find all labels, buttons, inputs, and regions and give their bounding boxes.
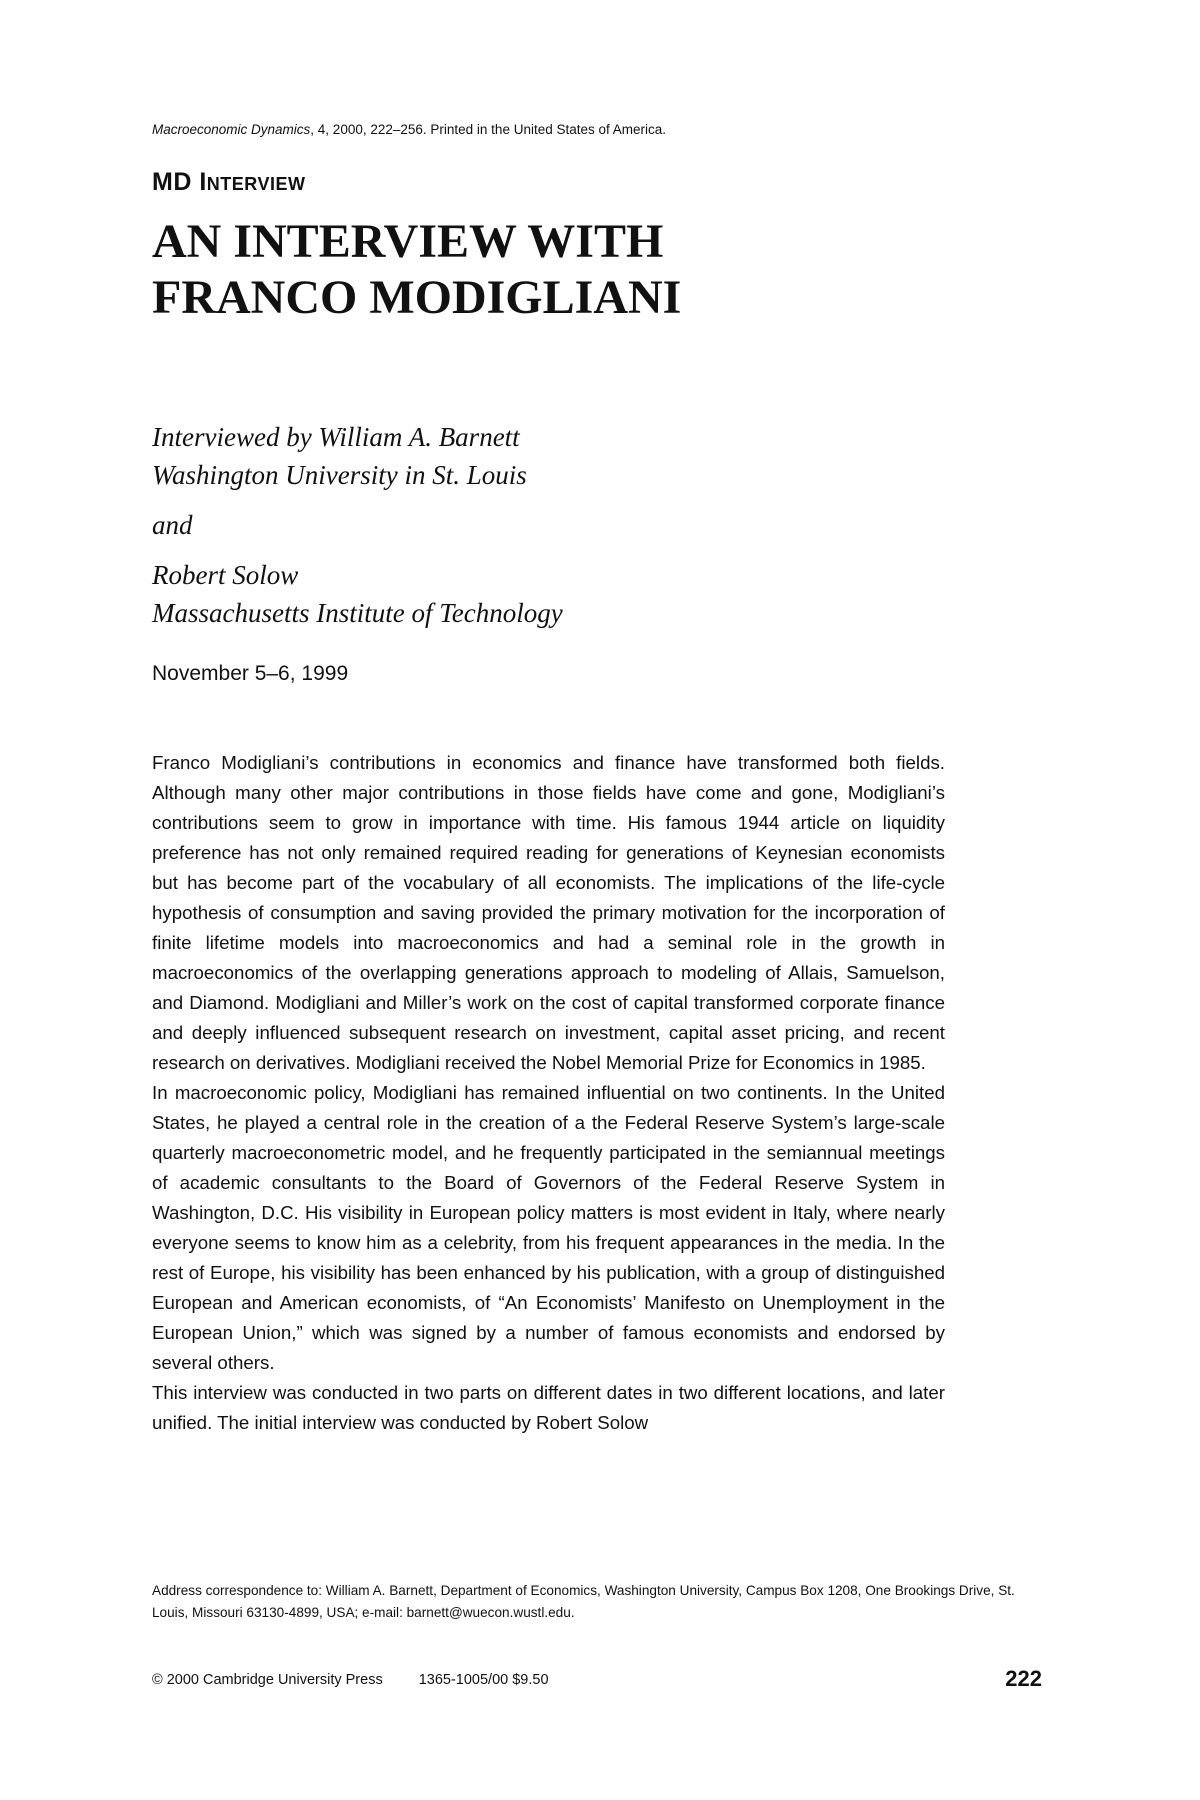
interview-date: November 5–6, 1999 bbox=[152, 662, 349, 685]
article-title bbox=[152, 214, 681, 326]
correspondence-footnote: Address correspondence to: William A. Barnett, Department of Economics, Washington University, Campus Box 1208, One Brookings Drive, St. Louis, Missouri 63130-4899, USA; e-mail: barnett@wuecon.wustl.edu. bbox=[152, 1583, 1015, 1620]
interviewer-2: Robert Solow bbox=[152, 560, 299, 590]
running-header bbox=[152, 122, 666, 137]
section-label-part2: NTERVIEW bbox=[206, 174, 306, 194]
body-text bbox=[152, 748, 945, 1438]
copyright-notice: © 2000 Cambridge University Press bbox=[152, 1672, 383, 1688]
section-label-part1: MD I bbox=[152, 168, 207, 196]
paragraph-1: Franco Modigliani’s contributions in economics and finance have transformed both fields. Although many other major contributions in those fields have come and gone, Modigliani’s contributions seem to grow in importance with time. His famous 1944 article on liquidity preference has not only remained required reading for generations of Keynesian economists but has become part of the vocabulary of all economists. The implications of the life-cycle hypothesis of consumption and saving provided the primary motivation for the incorporation of finite lifetime models into macroeconomics and had a seminal role in the growth in macroeconomics of the overlapping generations approach to modeling of Allais, Samuelson, and Diamond. Modigliani and Miller’s work on the cost of capital transformed corporate finance and deeply influenced subsequent research on investment, capital asset pricing, and recent research on derivatives. Modigliani received the Nobel Memorial Prize for Economics in 1985. bbox=[152, 752, 945, 1073]
citation-info: , 4, 2000, 222–256. Printed in the United States of America. bbox=[310, 122, 667, 137]
byline-conjunction: and bbox=[152, 510, 193, 540]
affiliation-1: Washington University in St. Louis bbox=[152, 460, 527, 490]
section-label bbox=[152, 168, 305, 197]
page-number: 222 bbox=[1005, 1666, 1042, 1691]
page-footer bbox=[152, 1672, 549, 1688]
interviewer-1: Interviewed by William A. Barnett bbox=[152, 422, 520, 452]
paragraph-3: This interview was conducted in two parts on different dates in two different locations, and later unified. The initial interview was conducted by Robert Solow bbox=[152, 1382, 945, 1433]
issn-price: 1365-1005/00 $9.50 bbox=[418, 1672, 549, 1688]
paragraph-2: In macroeconomic policy, Modigliani has remained influential on two continents. In the United States, he played a central role in the creation of a the Federal Reserve System’s large-scale quarterly macroeconometric model, and he frequently participated in the semiannual meetings of academic consultants to the Board of Governors of the Federal Reserve System in Washington, D.C. His visibility in European policy matters is most evident in Italy, where nearly everyone seems to know him as a celebrity, from his frequent appearances in the media. In the rest of Europe, his visibility has been enhanced by his publication, with a group of distinguished European and American economists, of “An Economists’ Manifesto on Unemployment in the European Union,” which was signed by a number of famous economists and endorsed by several others. bbox=[152, 1082, 945, 1373]
affiliation-2: Massachusetts Institute of Technology bbox=[152, 598, 563, 628]
title-line-2: FRANCO MODIGLIANI bbox=[152, 271, 682, 324]
title-line-1: AN INTERVIEW WITH bbox=[152, 215, 664, 268]
journal-name: Macroeconomic Dynamics bbox=[152, 122, 311, 137]
